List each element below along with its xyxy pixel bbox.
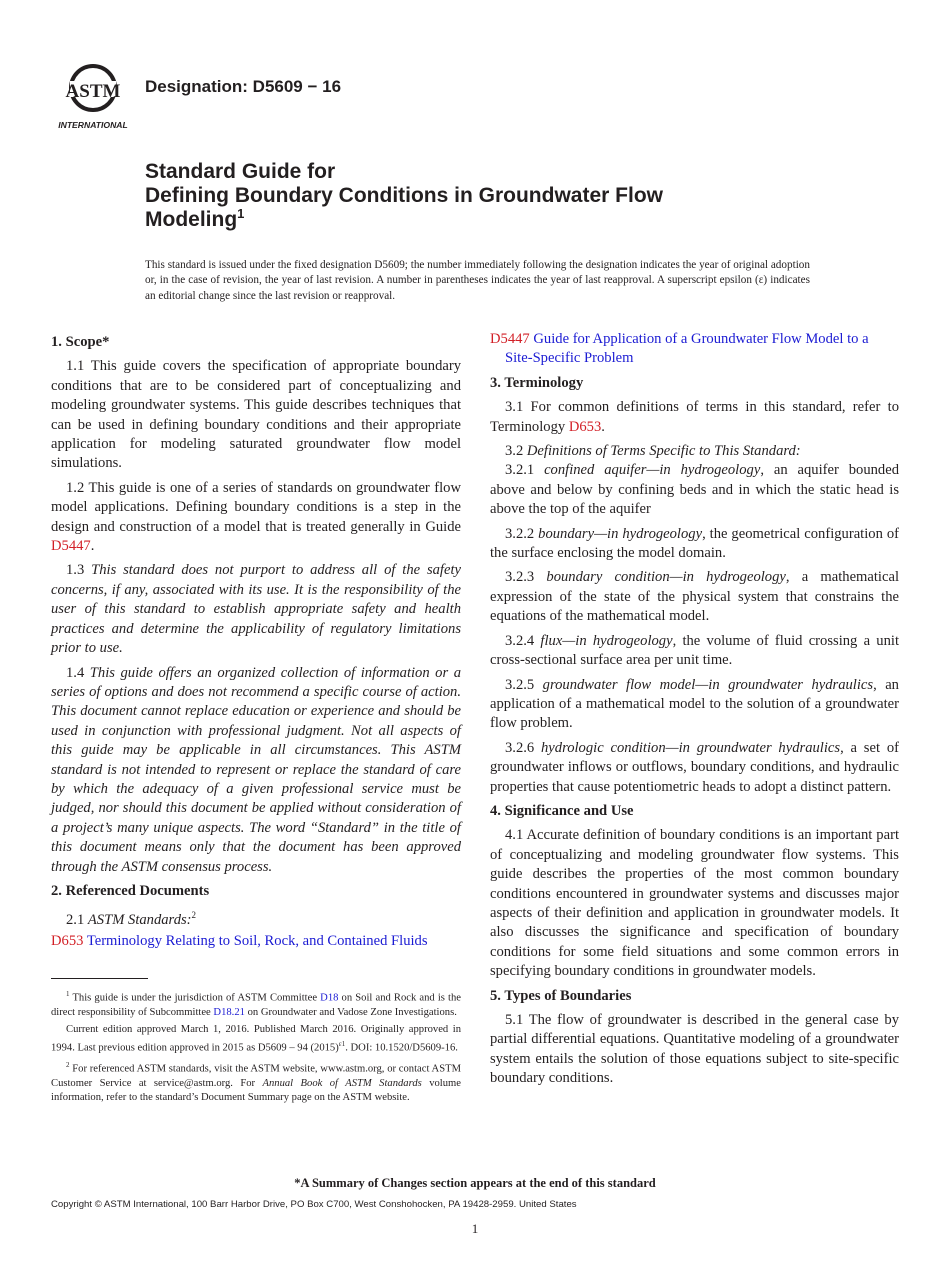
paragraph-3-2-3-number: 3.2.3 (505, 569, 547, 586)
paragraph-3-2-5-term: groundwater flow model—in groundwater hydraulics (542, 676, 874, 693)
paragraph-3-2-2-term: boundary—in hydrogeology (538, 525, 703, 542)
d653-link[interactable]: D653 (568, 418, 602, 435)
footnote-2 (51, 1058, 461, 1105)
title-footnote-mark: 1 (237, 206, 245, 221)
paragraph-3-2-2-number: 3.2.2 (505, 525, 539, 542)
d5447-link[interactable]: D5447 (51, 538, 91, 555)
paragraph-1-3-number: 1.3 (66, 562, 92, 579)
paragraph-3-2-1-definition: , an aquifer bounded above and below by confining beds and in which the static head is above the top of the aquifer (490, 462, 899, 518)
document-title (145, 160, 663, 232)
footnote-1-text-b: on Soil and Rock and is the direct responsibility of Subcommittee (51, 992, 461, 1018)
footnotes (51, 987, 461, 1108)
paragraph-3-1 (490, 398, 899, 437)
paragraph-3-2-text: Definitions of Terms Specific to This Standard: (526, 443, 801, 460)
left-column (51, 330, 461, 951)
footnote-1-text-c: on Groundwater and Vadose Zone Investigations. (244, 1006, 457, 1018)
footnote-2-text-a: For referenced ASTM standards, visit the ASTM website, www.astm.org, or contact ASTM Customer Service at service@astm.org. For (51, 1063, 461, 1089)
paragraph-2-1 (51, 906, 461, 930)
paragraph-3-2-1-term: confined aquifer—in hydrogeology (544, 462, 761, 479)
footnote-edition-text-a: Current edition approved March 1, 2016. Published March 2016. Originally approved in 1994. Last previous edition approved in 2015 as D5609 – 94 (2015) (51, 1023, 461, 1054)
designation: Designation: D5609 − 16 (145, 77, 342, 96)
paragraph-3-2-2-definition: , the geometrical configuration of the surface enclosing the model domain. (490, 525, 899, 562)
footnote-edition-text-b: . DOI: 10.1520/D5609-16. (345, 1042, 458, 1054)
copyright-line: Copyright © ASTM International, 100 Barr Harbor Drive, PO Box C700, West Conshohocken, PA 19428-2959. United States (51, 1199, 577, 1210)
reference-d5447[interactable] (490, 330, 899, 369)
footnote-2-text-b: volume information, refer to the standard’s Document Summary page on the ASTM website. (51, 1077, 461, 1103)
paragraph-1-3-text: This standard does not purport to address all of the safety concerns, if any, associated with its use. It is the responsibility of the user of this standard to establish appropriate safety and health practices and determine the applicability of regulatory limitations prior to use. (51, 562, 461, 657)
paragraph-3-2-4-number: 3.2.4 (505, 632, 541, 649)
paragraph-3-2-4 (490, 632, 899, 671)
section-1-heading: 1. Scope* (51, 334, 110, 350)
paragraph-3-2-3-term: boundary condition—in hydrogeology (546, 569, 786, 586)
paragraph-3-2-6-term: hydrologic condition—in groundwater hydraulics (541, 739, 841, 756)
paragraph-3-2-4-term: flux—in hydrogeology (540, 632, 673, 649)
section-3-heading: 3. Terminology (490, 374, 584, 391)
paragraph-3-2-2 (490, 525, 899, 564)
reference-d653[interactable] (51, 932, 461, 951)
paragraph-1-3 (51, 561, 461, 658)
astm-logo-text: ASTM (65, 81, 121, 102)
section-2-heading: 2. Referenced Documents (51, 882, 210, 899)
paragraph-1-1: 1.1 This guide covers the specification of appropriate boundary conditions that are to be considered part of conceptualizing and modeling groundwater systems. This guide describes techniques that can be used in defining boundary conditions and their appropriate application for modeling saturated groundwater flow model simulations. (51, 358, 461, 472)
summary-of-changes-note: *A Summary of Changes section appears at the end of this standard (294, 1176, 656, 1190)
paragraph-4-1: 4.1 Accurate definition of boundary conditions is an important part of conceptualizing and modeling groundwater flow systems. This guide describes the properties of the most common boundary conditions encountered in groundwater systems and discusses major aspects of their definition and application in groundwater models. It also discusses the significance and specification of boundary conditions for some field situations and some common errors in specifying boundary conditions in groundwater models. (490, 827, 899, 980)
paragraph-3-2-1-number: 3.2.1 (505, 462, 545, 479)
footnote-1 (51, 987, 461, 1020)
paragraph-3-2-5-number: 3.2.5 (505, 676, 543, 693)
paragraph-3-2-5 (490, 676, 899, 734)
paragraph-2-1-number: 2.1 (66, 912, 88, 929)
footnote-2-italic: Annual Book of ASTM Standards (262, 1077, 422, 1089)
title-line-3 (145, 208, 663, 232)
reference-d653-title[interactable]: Terminology Relating to Soil, Rock, and Contained Fluids (83, 932, 428, 949)
paragraph-3-2-6 (490, 739, 899, 797)
paragraph-1-2-end: . (90, 538, 95, 555)
paragraph-2-1-footnote-mark: 2 (191, 910, 197, 921)
right-column (490, 330, 899, 1094)
paragraph-3-1-end: . (601, 418, 605, 435)
paragraph-3-2 (490, 442, 899, 461)
astm-logo-caption: INTERNATIONAL (58, 120, 128, 130)
title-line-3-text: Modeling (145, 208, 238, 231)
paragraph-3-2-3-definition: , a mathematical expression of the state of the physical system that constrains the equations of the mathematical model. (490, 569, 899, 625)
reference-d5447-code[interactable]: D5447 (490, 331, 530, 347)
paragraph-1-4 (51, 664, 461, 877)
paragraph-3-2-4-definition: , the volume of fluid crossing a unit cross-sectional surface area per unit time. (490, 632, 899, 669)
issuance-notice: This standard is issued under the fixed designation D5609; the number immediately following the designation indicates the year of original adoption or, in the case of revision, the year of last revision. A number in parentheses indicates the year of last reapproval. A superscript epsilon (ε) indicates an editorial change since the last revision or reapproval. (145, 259, 810, 302)
paragraph-3-2-number: 3.2 (505, 443, 527, 460)
paragraph-2-1-text: ASTM Standards: (87, 912, 192, 929)
paragraph-3-1-text: 3.1 For common definitions of terms in this standard, refer to Terminology (490, 399, 899, 435)
paragraph-1-4-number: 1.4 (66, 664, 90, 681)
committee-d18-link[interactable]: D18 (320, 992, 339, 1004)
reference-d5447-title[interactable]: Guide for Application of a Groundwater Flow Model to a Site-Specific Problem (505, 331, 869, 367)
paragraph-5-1: 5.1 The flow of groundwater is described in the general case by partial differential equations. Quantitative modeling of a groundwater system entails the solution of those equations subject to site-specific boundary conditions. (490, 1012, 899, 1087)
footnote-1-text-a: This guide is under the jurisdiction of ASTM Committee (69, 992, 321, 1004)
paragraph-3-2-1 (490, 461, 899, 519)
paragraph-3-2-3 (490, 568, 899, 626)
subcommittee-d18-21-link[interactable]: D18.21 (213, 1006, 245, 1018)
paragraph-1-2-text: 1.2 This guide is one of a series of standards on groundwater flow model applications. Defining boundary conditions is a step in the design and construction of a model that is treated generally in Guide (51, 479, 461, 535)
section-4-heading: 4. Significance and Use (490, 802, 634, 819)
reference-d653-code[interactable]: D653 (51, 932, 84, 949)
footnote-edition (51, 1023, 461, 1056)
title-line-1: Standard Guide for (145, 160, 336, 183)
section-5-heading: 5. Types of Boundaries (490, 987, 632, 1004)
astm-logo (52, 57, 134, 131)
paragraph-3-2-6-definition: , a set of groundwater inflows or outflows, boundary conditions, and hydraulic properties that cause potentiometric heads to adopt a distinct pattern. (490, 739, 899, 795)
footnote-edition-epsilon: ε1 (338, 1039, 346, 1048)
paragraph-1-2 (51, 479, 461, 557)
footnote-2-mark: 2 (66, 1061, 70, 1070)
paragraph-3-2-6-number: 3.2.6 (505, 739, 541, 756)
paragraph-1-4-text: This guide offers an organized collection of information or a series of options and does not recommend a specific course of action. This document cannot replace education or experience and should be used in conjunction with professional judgment. Not all aspects of this guide may be applicable in all circumstances. This ASTM standard is not intended to represent or replace the standard of care by which the adequacy of a given professional service must be judged, nor should this document be applied without consideration of a project’s many unique aspects. The word “Standard” in the title of this document means only that the document has been approved through the ASTM consensus process. (51, 664, 462, 875)
paragraph-3-2-5-definition: , an application of a mathematical model to the solution of a groundwater flow problem. (490, 676, 899, 732)
footnote-1-mark: 1 (66, 990, 70, 998)
page-number: 1 (471, 1221, 479, 1236)
title-line-2: Defining Boundary Conditions in Groundwater Flow (145, 184, 663, 207)
footnote-divider (51, 978, 148, 979)
